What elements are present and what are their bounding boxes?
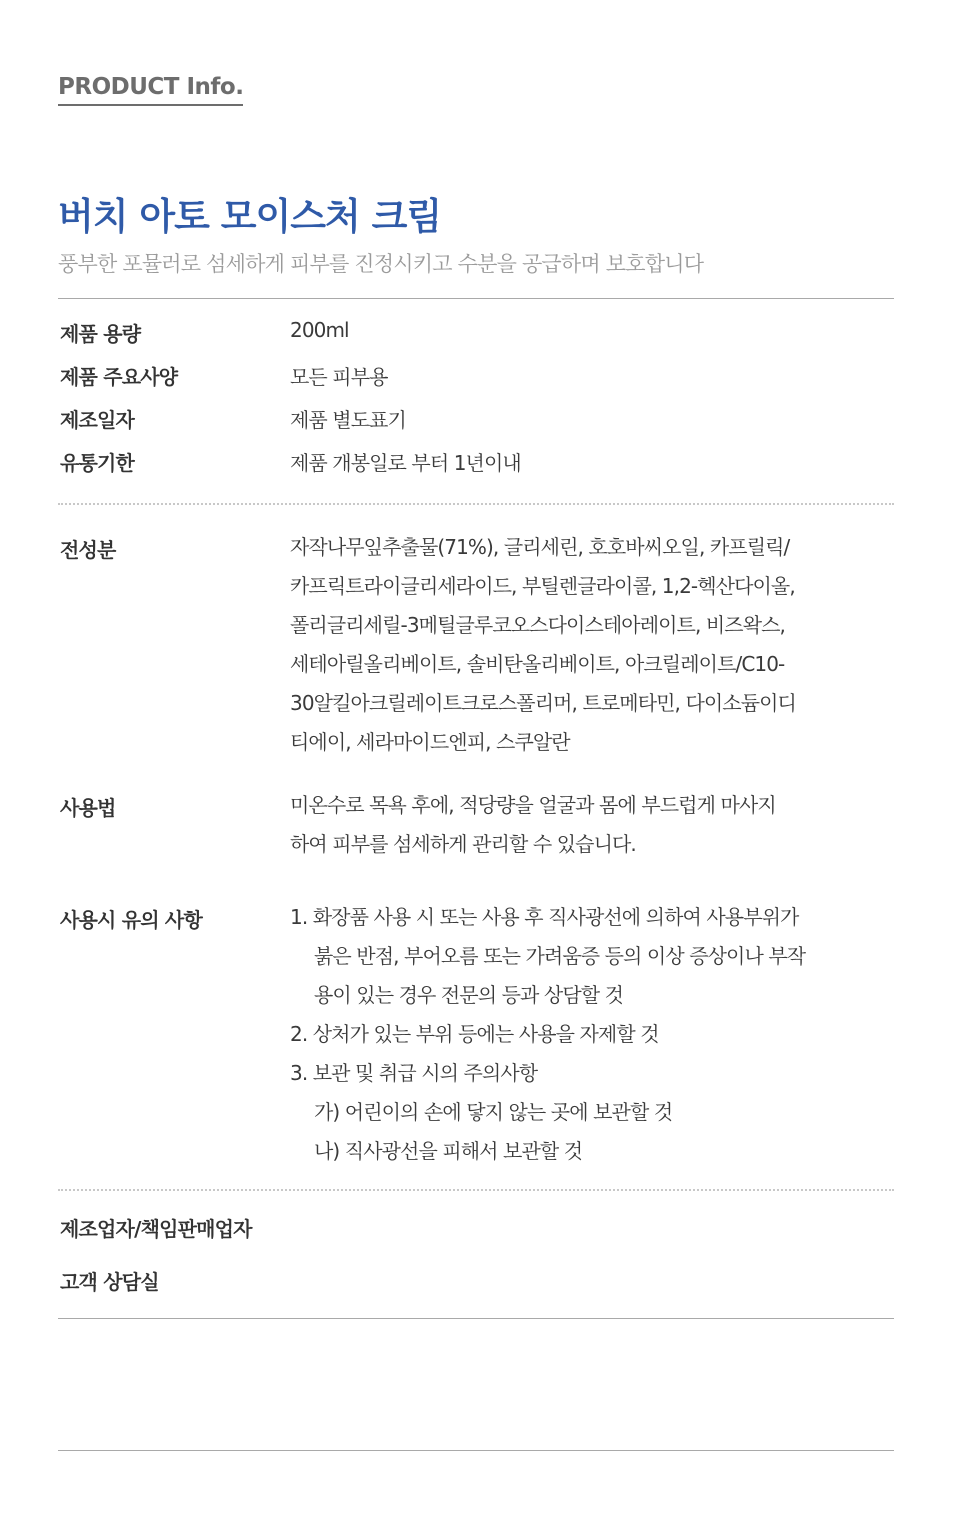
usage-line: 미온수로 목욕 후에, 적당량을 얼굴과 몸에 부드럽게 마사지	[290, 793, 776, 817]
company-label: 고객 상담실	[60, 1270, 159, 1294]
precaution-line: 3. 보관 및 취급 시의 주의사항	[290, 1061, 538, 1085]
spec-label: 제품 주요사양	[60, 365, 178, 389]
spec-value: 제품 개봉일로 부터 1년이내	[290, 451, 521, 475]
ingredients-label: 전성분	[60, 538, 116, 562]
ingredients-line: 티에이, 세라마이드엔피, 스쿠알란	[290, 730, 570, 754]
spec-value: 200ml	[290, 318, 349, 342]
ingredients-line: 자작나무잎추출물(71%), 글리세린, 호호바씨오일, 카프릴릭/	[290, 535, 790, 559]
precaution-line: 가) 어린이의 손에 닿지 않는 곳에 보관할 것	[314, 1100, 673, 1124]
divider-footer	[58, 1450, 894, 1451]
precautions-label: 사용시 유의 사항	[60, 908, 202, 932]
ingredients-line: 30알킬아크릴레이트크로스폴리머, 트로메타민, 다이소듐이디	[290, 691, 796, 715]
precaution-line: 용이 있는 경우 전문의 등과 상담할 것	[314, 983, 624, 1007]
divider-top	[58, 298, 894, 299]
spec-label: 제품 용량	[60, 322, 141, 346]
precaution-line: 2. 상처가 있는 부위 등에는 사용을 자제할 것	[290, 1022, 659, 1046]
usage-line: 하여 피부를 섬세하게 관리할 수 있습니다.	[290, 832, 636, 856]
ingredients-text	[290, 528, 894, 762]
precaution-line: 붉은 반점, 부어오름 또는 가려움증 등의 이상 증상이나 부작	[314, 944, 806, 968]
spec-label: 유통기한	[60, 451, 135, 475]
product-subtitle: 풍부한 포뮬러로 섬세하게 피부를 진정시키고 수분을 공급하며 보호합니다	[58, 252, 704, 276]
spec-value: 모든 피부용	[290, 365, 388, 389]
product-title: 버치 아토 모이스처 크림	[58, 195, 442, 238]
precaution-line: 1. 화장품 사용 시 또는 사용 후 직사광선에 의하여 사용부위가	[290, 905, 799, 929]
dotted-divider-1	[58, 503, 894, 505]
ingredients-line: 세테아릴올리베이트, 솔비탄올리베이트, 아크릴레이트/C10-	[290, 652, 785, 676]
divider-bottom	[58, 1318, 894, 1319]
precaution-line: 나) 직사광선을 피해서 보관할 것	[314, 1139, 583, 1163]
ingredients-line: 폴리글리세릴-3메틸글루코오스다이스테아레이트, 비즈왁스,	[290, 613, 786, 637]
ingredients-line: 카프릭트라이글리세라이드, 부틸렌글라이콜, 1,2-헥산다이올,	[290, 574, 795, 598]
spec-label: 제조일자	[60, 408, 135, 432]
dotted-divider-2	[58, 1189, 894, 1191]
precautions-text	[290, 898, 894, 1171]
spec-value: 제품 별도표기	[290, 408, 406, 432]
section-label: PRODUCT Info.	[58, 74, 243, 106]
usage-text	[290, 786, 894, 864]
usage-label: 사용법	[60, 796, 116, 820]
company-label: 제조업자/책임판매업자	[60, 1217, 252, 1241]
